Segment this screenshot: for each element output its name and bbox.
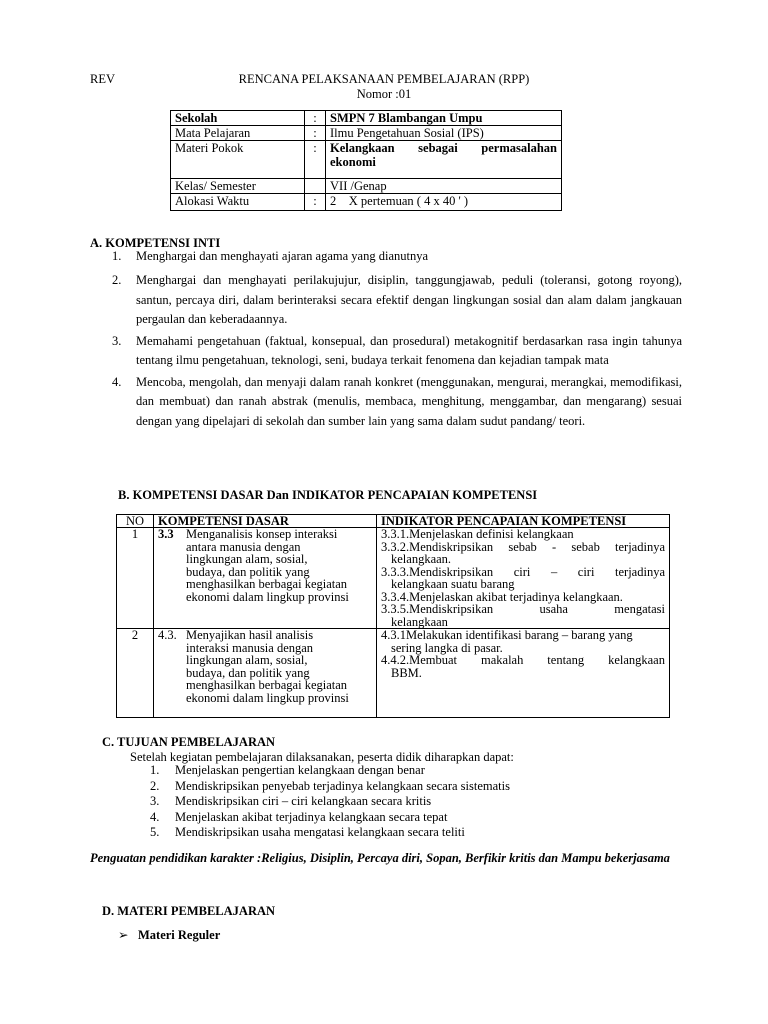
list-number: 2. bbox=[112, 273, 122, 287]
indicator-line: 3.3.3.Mendiskripsikan ciri – ciri terjadinya bbox=[381, 564, 665, 579]
kd-line: Menganalisis konsep interaksi bbox=[186, 527, 338, 541]
indicator-line: kelangkaan. bbox=[391, 552, 452, 566]
list-number: 2. bbox=[150, 778, 160, 793]
indicator-line: 3.3.1.Menjelaskan definisi kelangkaan bbox=[381, 527, 574, 541]
info-row-class bbox=[171, 179, 562, 194]
list-item bbox=[112, 332, 682, 371]
info-value: SMPN 7 Blambangan Umpu bbox=[326, 111, 562, 126]
kd-cell bbox=[154, 528, 377, 629]
list-number: 4. bbox=[150, 809, 160, 824]
document-title: RENCANA PELAKSANAAN PEMBELAJARAN (RPP) bbox=[238, 72, 530, 86]
list-number: 3. bbox=[112, 333, 122, 348]
indicator-cell bbox=[377, 528, 670, 629]
info-label: Sekolah bbox=[171, 111, 305, 126]
kd-cell bbox=[154, 629, 377, 718]
section-c-heading: C. TUJUAN PEMBELAJARAN bbox=[102, 735, 276, 749]
tujuan-intro: Setelah kegiatan pembelajaran dilaksanakan, peserta didik diharapkan dapat: bbox=[130, 750, 514, 764]
row-number: 2 bbox=[117, 629, 154, 718]
list-text: Menjelaskan akibat terjadinya kelangkaan secara tepat bbox=[175, 809, 448, 824]
list-number: 1. bbox=[150, 763, 160, 777]
kd-line: lingkungan alam, sosial, bbox=[186, 653, 308, 667]
info-row-school bbox=[171, 111, 562, 126]
kd-code: 4.3. bbox=[158, 628, 177, 642]
indicator-line: kelangkaan bbox=[391, 614, 448, 629]
info-separator bbox=[305, 179, 326, 194]
section-a-heading: A. KOMPETENSI INTI bbox=[90, 236, 221, 250]
indicator-line: BBM. bbox=[391, 665, 422, 680]
column-header-indicator: INDIKATOR PENCAPAIAN KOMPETENSI bbox=[377, 515, 670, 528]
kd-line: interaksi manusia dengan bbox=[186, 640, 314, 655]
kd-text bbox=[186, 629, 349, 704]
kd-line: lingkungan alam, sosial, bbox=[186, 552, 308, 566]
info-separator: : bbox=[305, 141, 326, 179]
indicator-line: kelangkaan suatu barang bbox=[391, 577, 515, 591]
list-item bbox=[150, 810, 510, 826]
column-header-kd: KOMPETENSI DASAR bbox=[154, 515, 377, 528]
list-item bbox=[150, 763, 510, 779]
list-number: 4. bbox=[112, 374, 122, 389]
kd-line: antara manusia dengan bbox=[186, 539, 301, 554]
list-number: 1. bbox=[112, 249, 122, 263]
list-text: Menghargai dan menghayati perilakujujur, disiplin, tanggungjawab, peduli (toleransi, gotong royong), santun, percaya diri, dalam berinteraksi secara efektif dengan lingkungan sosial dan alam dalam jangkauan pergaulan dan keberadaannya. bbox=[136, 273, 682, 326]
info-separator: : bbox=[305, 126, 326, 141]
info-separator: : bbox=[305, 111, 326, 126]
list-text: Mendiskripsikan usaha mengatasi kelangkaan secara teliti bbox=[175, 825, 465, 839]
indicator-line: 4.4.2.Membuat makalah tentang kelangkaan bbox=[381, 653, 665, 667]
document-number: Nomor :01 bbox=[356, 87, 412, 101]
tujuan-list bbox=[150, 763, 510, 841]
kd-line: budaya, dan politik yang bbox=[186, 665, 310, 680]
kompetensi-inti-list bbox=[112, 249, 682, 431]
info-separator: : bbox=[305, 194, 326, 211]
info-value: Kelangkaan sebagai permasalahan ekonomi bbox=[326, 141, 562, 179]
indicator-line: 3.3.5.Mendiskripsikan usaha mengatasi bbox=[381, 602, 665, 616]
list-text: Memahami pengetahuan (faktual, konsepual, dan prosedural) metakognitif berdasarkan rasa ingin tahunya tentang ilmu pengetahuan, teknologi, seni, budaya terkait fenomena dan kejadian tampak mata bbox=[136, 333, 682, 367]
section-d-heading: D. MATERI PEMBELAJARAN bbox=[102, 904, 276, 918]
list-item bbox=[112, 271, 682, 330]
info-value: Ilmu Pengetahuan Sosial (IPS) bbox=[326, 126, 562, 141]
indicator-line: 3.3.4.Menjelaskan akibat terjadinya kelangkaan. bbox=[381, 589, 623, 604]
character-education-note: Penguatan pendidikan karakter :Religius, Disiplin, Percaya diri, Sopan, Berfikir kritis dan Mampu bekerjasama bbox=[90, 851, 670, 865]
list-number: 5. bbox=[150, 825, 160, 839]
list-text: Mencoba, mengolah, dan menyaji dalam ranah konkret (menggunakan, mengurai, merangkai, memodifikasi, dan membuat) dan ranah abstrak (menulis, membaca, menghitung, menggambar, dan mengarang) sesuai dengan yang dipelajari di sekolah dan sumber lain yang sama dalam sudut pandang/ teori. bbox=[136, 374, 682, 428]
materi-reguler-label: Materi Reguler bbox=[138, 928, 221, 942]
kd-line: ekonomi dalam lingkup provinsi bbox=[186, 690, 349, 705]
kd-line: menghasilkan berbagai kegiatan bbox=[186, 577, 348, 591]
kompetensi-dasar-table bbox=[116, 514, 670, 718]
table-row bbox=[117, 629, 670, 718]
table-header-row bbox=[117, 515, 670, 528]
kd-text bbox=[186, 528, 349, 603]
info-row-time bbox=[171, 194, 562, 211]
info-label: Kelas/ Semester bbox=[171, 179, 305, 194]
list-item bbox=[150, 779, 510, 795]
list-text: Mendiskripsikan penyebab terjadinya kelangkaan secara sistematis bbox=[175, 778, 510, 793]
list-number: 3. bbox=[150, 794, 160, 808]
info-value: 2 X pertemuan ( 4 x 40 ' ) bbox=[326, 194, 562, 211]
info-label: Mata Pelajaran bbox=[171, 126, 305, 141]
list-text: Mendiskripsikan ciri – ciri kelangkaan secara kritis bbox=[175, 794, 432, 808]
info-label: Materi Pokok bbox=[171, 141, 305, 179]
list-item bbox=[112, 249, 682, 263]
indicator-cell bbox=[377, 629, 670, 718]
kd-line: budaya, dan politik yang bbox=[186, 564, 310, 579]
kd-line: ekonomi dalam lingkup provinsi bbox=[186, 589, 349, 604]
indicator-line: 3.3.2.Mendiskripsikan sebab - sebab terjadinya bbox=[381, 539, 665, 554]
list-item bbox=[150, 794, 510, 810]
info-table bbox=[170, 110, 562, 211]
row-number: 1 bbox=[117, 528, 154, 629]
info-label: Alokasi Waktu bbox=[171, 194, 305, 211]
table-row bbox=[117, 528, 670, 629]
kd-line: Menyajikan hasil analisis bbox=[186, 628, 314, 642]
list-item bbox=[112, 373, 682, 432]
bullet-arrow-icon: ➢ bbox=[118, 928, 129, 942]
list-text: Menjelaskan pengertian kelangkaan dengan benar bbox=[175, 763, 425, 777]
list-item bbox=[150, 825, 510, 841]
info-value: VII /Genap bbox=[326, 179, 562, 194]
kd-line: menghasilkan berbagai kegiatan bbox=[186, 678, 348, 692]
indicator-line: 4.3.1Melakukan identifikasi barang – barang yang bbox=[381, 628, 633, 642]
kd-code: 3.3 bbox=[158, 527, 174, 541]
info-row-topic bbox=[171, 141, 562, 179]
column-header-no: NO bbox=[117, 515, 154, 528]
list-text: Menghargai dan menghayati ajaran agama yang dianutnya bbox=[136, 249, 429, 263]
section-b-heading: B. KOMPETENSI DASAR Dan INDIKATOR PENCAPAIAN KOMPETENSI bbox=[118, 488, 538, 502]
rev-label: REV bbox=[90, 72, 115, 86]
indicator-line: sering langka di pasar. bbox=[391, 640, 503, 655]
info-row-subject bbox=[171, 126, 562, 141]
